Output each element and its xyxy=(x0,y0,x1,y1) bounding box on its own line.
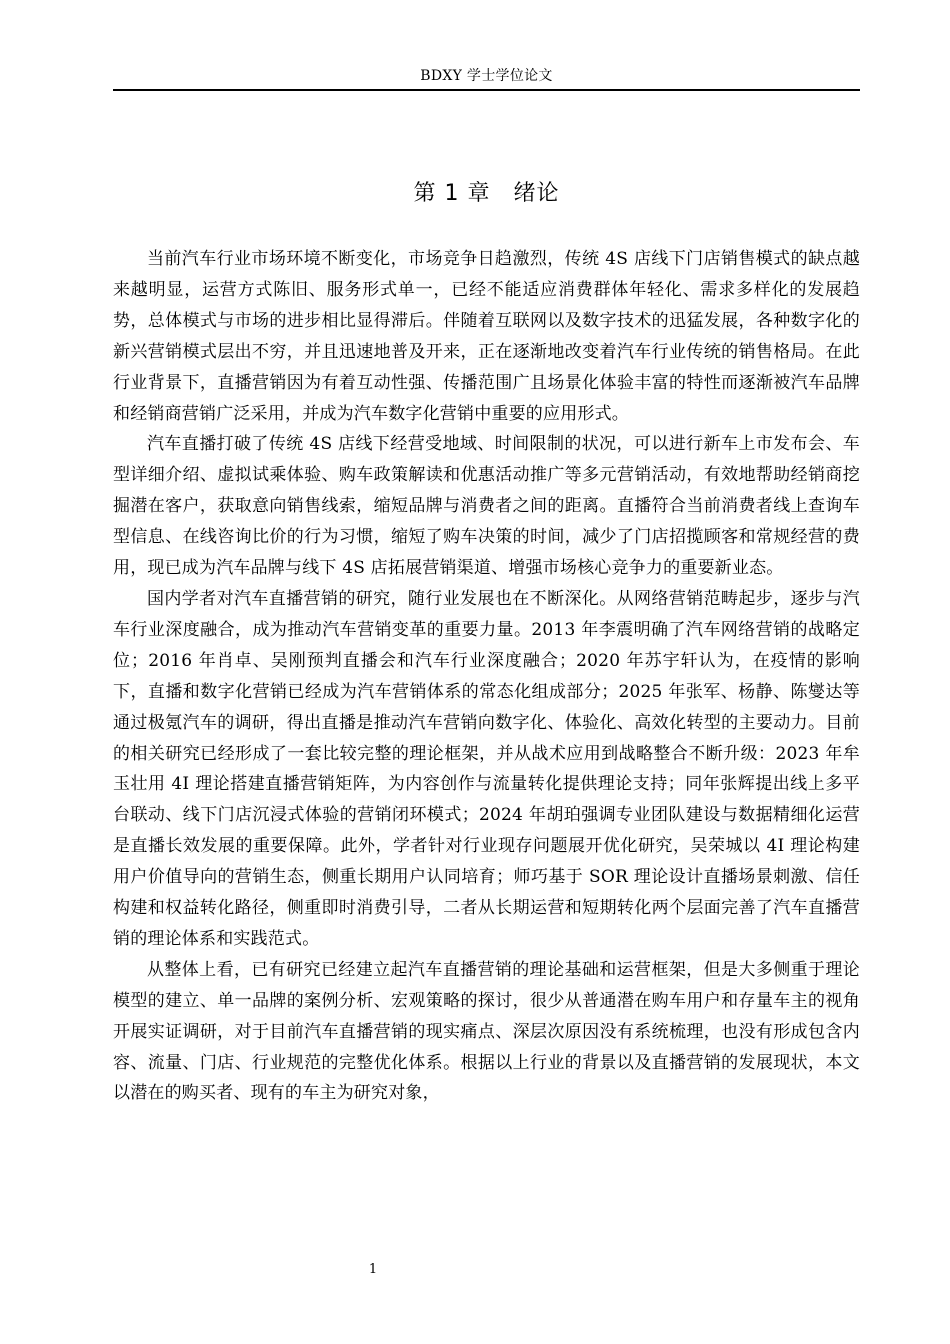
running-header xyxy=(113,67,860,91)
chapter-title: 第 1 章 绪论 xyxy=(413,181,560,206)
paragraph-2: 汽车直播打破了传统 4S 店线下经营受地域、时间限制的状况，可以进行新车上市发布会、车型详细介绍、虚拟试乘体验、购车政策解读和优惠活动推广等多元营销活动，有效地帮助经销商挖掘潜在客户，获取意向销售线索，缩短品牌与消费者之间的距离。直播符合当前消费者线上查询车型信息、在线咨询比价的行为习惯，缩短了购车决策的时间，减少了门店招揽顾客和常规经营的费用，现已成为汽车品牌与线下 4S 店拓展营销渠道、增强市场核心竞争力的重要新业态。 xyxy=(113,434,860,579)
page-number: 1 xyxy=(368,1262,378,1277)
paragraph-3: 国内学者对汽车直播营销的研究，随行业发展也在不断深化。从网络营销范畴起步，逐步与汽车行业深度融合，成为推动汽车营销变革的重要力量。2013 年李震明确了汽车网络营销的战略定位；2016 年肖卓、吴刚预判直播会和汽车行业深度融合；2020 年苏宇轩认为，在疫情的影响下，直播和数字化营销已经成为汽车营销体系的常态化组成部分；2025 年张军、杨静、陈燮达等通过极氪汽车的调研，得出直播是推动汽车营销向数字化、体验化、高效化转型的主要动力。目前的相关研究已经形成了一套比较完整的理论框架，并从战术应用到战略整合不断升级：2023 年牟玉壮用 4I 理论搭建直播营销矩阵，为内容创作与流量转化提供理论支持；同年张辉提出线上多平台联动、线下门店沉浸式体验的营销闭环模式；2024 年胡珀强调专业团队建设与数据精细化运营是直播长效发展的重要保障。此外，学者针对行业现存问题展开优化研究，吴荣城以 4I 理论构建用户价值导向的营销生态，侧重长期用户认同培育；师巧基于 SOR 理论设计直播场景刺激、信任构建和权益转化路径，侧重即时消费引导，二者从长期运营和短期转化两个层面完善了汽车直播营销的理论体系和实践范式。 xyxy=(113,588,860,949)
paragraph-4: 从整体上看，已有研究已经建立起汽车直播营销的理论基础和运营框架，但是大多侧重于理论模型的建立、单一品牌的案例分析、宏观策略的探讨，很少从普通潜在购车用户和存量车主的视角开展实证调研，对于目前汽车直播营销的现实痛点、深层次原因没有系统梳理，也没有形成包含内容、流量、门店、行业规范的完整优化体系。根据以上行业的背景以及直播营销的发展现状，本文以潜在的购买者、现有的车主为研究对象， xyxy=(113,959,860,1104)
running-header-title: BDXY 学士学位论文 xyxy=(420,68,553,84)
body-text xyxy=(113,244,860,1109)
paragraph-1: 当前汽车行业市场环境不断变化，市场竞争日趋激烈，传统 4S 店线下门店销售模式的缺点越来越明显，运营方式陈旧、服务形式单一，已经不能适应消费群体年轻化、需求多样化的发展趋势，总体模式与市场的进步相比显得滞后。伴随着互联网以及数字技术的迅猛发展，各种数字化的新兴营销模式层出不穷，并且迅速地普及开来，正在逐渐地改变着汽车行业传统的销售格局。在此行业背景下，直播营销因为有着互动性强、传播范围广且场景化体验丰富的特性而逐渐被汽车品牌和经销商营销广泛采用，并成为汽车数字化营销中重要的应用形式。 xyxy=(113,249,860,424)
